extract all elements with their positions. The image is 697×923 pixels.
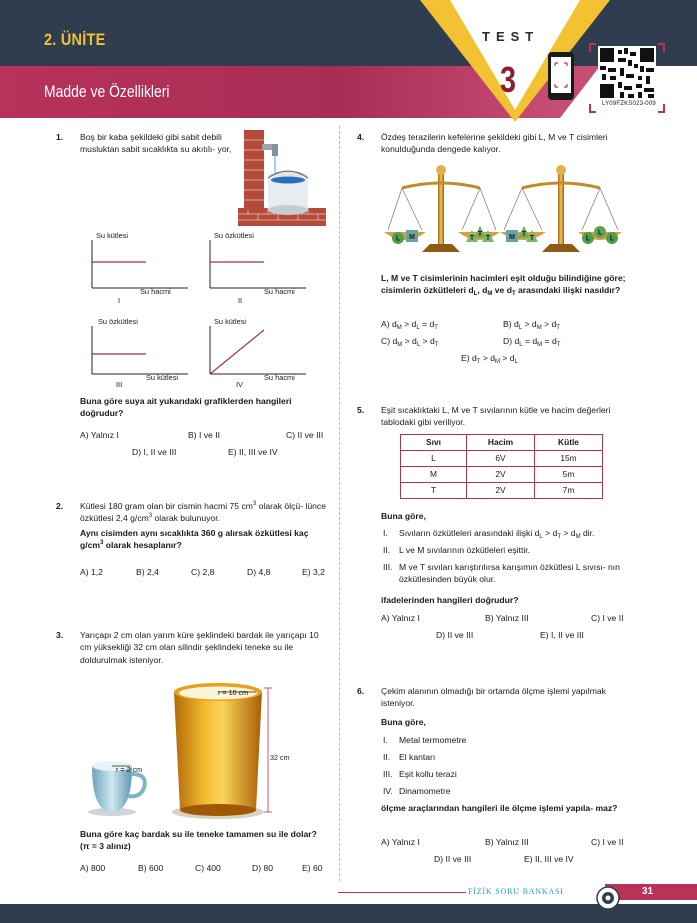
- option-b[interactable]: B) Yalnız III: [485, 837, 529, 847]
- question-number: 4.: [357, 132, 365, 142]
- logo-icon: [596, 886, 620, 910]
- table-row: [401, 467, 603, 483]
- scale1-right-item-2: T: [477, 231, 483, 238]
- table-cell: 7m: [535, 483, 603, 499]
- graph-IV: [206, 318, 316, 388]
- table-header: Sıvı: [401, 435, 467, 451]
- question-text: Eşit sıcaklıktaki L, M ve T sıvılarının kütle ve hacim değerleri tablodaki gibi veriliyor.: [381, 405, 611, 428]
- scale2-right-item-1: L: [585, 235, 591, 243]
- table-cell: L: [401, 451, 467, 467]
- scale-2: [500, 165, 622, 252]
- question-3: [56, 629, 328, 666]
- table-cell: 15m: [535, 451, 603, 467]
- option-e[interactable]: E) II, III ve IV: [524, 854, 574, 864]
- question-number: 6.: [357, 686, 365, 696]
- table-cell: 2V: [467, 467, 535, 483]
- graph-IV-xlabel: Su hacmi: [264, 373, 295, 382]
- option-b[interactable]: B) $d_L > d_M > d_T$: [503, 319, 560, 331]
- option-d[interactable]: D) II ve III: [434, 854, 472, 864]
- table-cell: M: [401, 467, 467, 483]
- scale2-left-item-3: T: [529, 235, 535, 242]
- question-text: Çekim alanının olmadığı bir ortamda ölçme işlemi yapılmak isteniyor.: [381, 686, 606, 709]
- question-6-lead: Buna göre,: [381, 717, 426, 727]
- graph-II: [206, 232, 316, 302]
- option-b[interactable]: B) 600: [138, 863, 164, 873]
- table-header: Kütle: [535, 435, 603, 451]
- footer-rule: [338, 892, 466, 893]
- balance-scales-illustration: [382, 160, 622, 260]
- footer-band: [0, 904, 697, 923]
- option-a[interactable]: A) Yalnız I: [80, 430, 119, 440]
- graph-III-roman: III: [116, 380, 123, 389]
- can-radius-label: r = 10 cm: [218, 688, 249, 697]
- option-a[interactable]: A) Yalnız I: [381, 837, 420, 847]
- can-height-label: 32 cm: [270, 753, 290, 762]
- option-a[interactable]: A) 800: [80, 863, 106, 873]
- question-number: 2.: [56, 501, 64, 511]
- question-text: Kütlesi 180 gram olan bir cismin hacmi 75 $cm^3$ olarak ölçü- lünce özkütlesi 2,4 $g/cm^3$ olarak bulunuyor.: [80, 501, 326, 524]
- question-4-prompt: L, M ve T cisimlerinin hacimleri eşit olduğu bilindiğine göre; cisimlerin özkütleleri $d_L$, $d_M$ ve $d_T$ arasındaki ilişki nasıldır?: [381, 273, 626, 298]
- question-number: 1.: [56, 132, 64, 142]
- scale2-left-item-2: T: [521, 231, 527, 238]
- option-e[interactable]: E) I, II ve III: [540, 630, 584, 640]
- graph-IV-ylabel: Su kütlesi: [214, 317, 247, 326]
- option-c[interactable]: C) II ve III: [286, 430, 324, 440]
- can-and-cup-illustration: [82, 678, 302, 820]
- question-number: 3.: [56, 630, 64, 640]
- question-2: [56, 500, 328, 552]
- scale1-right-item-3: T: [485, 235, 491, 242]
- tap-and-bucket-illustration: [238, 130, 326, 226]
- question-5-lead: Buna göre,: [381, 511, 426, 521]
- option-b[interactable]: B) Yalnız III: [485, 613, 529, 623]
- option-d[interactable]: D) I, II ve III: [132, 447, 177, 457]
- option-c[interactable]: C) I ve II: [591, 613, 624, 623]
- question-5: [357, 404, 629, 429]
- footer-book-title: FİZİK SORU BANKASI: [468, 887, 564, 896]
- page-number: 31: [642, 886, 654, 897]
- question-number: 5.: [357, 405, 365, 415]
- table-row: [401, 483, 603, 499]
- option-e[interactable]: E) II, III ve IV: [228, 447, 278, 457]
- question-4: [357, 131, 629, 156]
- option-e[interactable]: E) $d_T > d_M > d_L$: [461, 353, 518, 365]
- option-e[interactable]: E) 3,2: [302, 567, 325, 577]
- question-6: [357, 685, 629, 710]
- table-cell: 5m: [535, 467, 603, 483]
- test-label: TEST: [482, 29, 540, 44]
- cup-radius-label: r = 2 cm: [116, 765, 143, 774]
- table-header: Hacim: [467, 435, 535, 451]
- option-c[interactable]: C) $d_M > d_L > d_T$: [381, 336, 439, 348]
- question-3-prompt: Buna göre kaç bardak su ile teneke tamamen su ile dolar? (π = 3 alınız): [80, 829, 317, 852]
- unit-label: 2. ÜNİTE: [44, 30, 106, 49]
- scale2-left-item-1: M: [509, 234, 515, 241]
- graph-III: [88, 318, 198, 388]
- scale1-left-item-1: L: [395, 235, 401, 243]
- option-d[interactable]: D) II ve III: [436, 630, 474, 640]
- question-5-prompt: ifadelerinden hangileri doğrudur?: [381, 595, 519, 605]
- question-text: Boş bir kaba şekildeki gibi sabit debili musluktan sabit sıcaklıkta su akıtılı- yor,: [80, 132, 232, 155]
- table-header-row: [401, 435, 603, 451]
- option-a[interactable]: A) $d_M > d_L = d_T$: [381, 319, 438, 331]
- option-b[interactable]: B) I ve II: [188, 430, 220, 440]
- option-c[interactable]: C) 2,8: [191, 567, 215, 577]
- qr-code-label: LY09FZKS023-009: [602, 101, 656, 107]
- graph-III-xlabel: Su kütlesi: [146, 373, 179, 382]
- table-cell: 2V: [467, 483, 535, 499]
- scale2-right-item-3: L: [609, 235, 615, 243]
- question-1: [56, 131, 250, 156]
- question-text: Özdeş terazilerin kefelerine şekildeki gibi L, M ve T cisimleri konulduğunda dengede kalıyor.: [381, 132, 608, 155]
- option-d[interactable]: D) 80: [252, 863, 274, 873]
- liquids-table: [400, 434, 603, 499]
- option-a[interactable]: A) 1,2: [80, 567, 103, 577]
- graph-IV-roman: IV: [236, 380, 243, 389]
- graph-II-ylabel: Su özkütlesi: [214, 231, 254, 240]
- option-d[interactable]: D) 4,8: [247, 567, 271, 577]
- column-divider: [339, 126, 340, 881]
- graph-III-ylabel: Su özkütlesi: [98, 317, 138, 326]
- table-cell: 6V: [467, 451, 535, 467]
- graph-II-xlabel: Su hacmi: [264, 287, 295, 296]
- scale2-right-item-2: L: [597, 229, 603, 237]
- test-number: 3: [500, 59, 517, 100]
- question-text: Yarıçapı 2 cm olan yarım küre şeklindeki bardak ile yarıçapı 10 cm yüksekliği 32 cm olan silindir şeklindeki teneke su ile doldurulmak isteniyor.: [80, 630, 319, 665]
- option-e[interactable]: E) 60: [302, 863, 323, 873]
- graph-II-roman: II: [238, 296, 243, 305]
- option-d[interactable]: D) $d_L = d_M = d_T$: [503, 336, 561, 348]
- graph-I-ylabel: Su kütlesi: [96, 231, 129, 240]
- question-6-prompt: ölçme araçlarından hangileri ile ölçme işlemi yapıla- maz?: [381, 803, 618, 813]
- option-a[interactable]: A) Yalnız I: [381, 613, 420, 623]
- option-b[interactable]: B) 2,4: [136, 567, 159, 577]
- scale1-right-item-1: T: [469, 235, 475, 242]
- scale1-left-item-2: M: [409, 234, 415, 241]
- option-c[interactable]: C) I ve II: [591, 837, 624, 847]
- option-c[interactable]: C) 400: [195, 863, 221, 873]
- table-row: [401, 451, 603, 467]
- graph-I-xlabel: Su hacmi: [140, 287, 171, 296]
- graph-I-roman: I: [118, 296, 121, 305]
- question-1-prompt: Buna göre suya ait yukarıdaki grafiklerden hangileri doğrudur?: [80, 396, 292, 419]
- section-title: Madde ve Özellikleri: [44, 82, 170, 101]
- question-prompt: Aynı cisimden aynı sıcaklıkta 360 g alırsak özkütlesi kaç $g/cm^3$ olarak hesaplanır?: [80, 527, 309, 551]
- table-cell: T: [401, 483, 467, 499]
